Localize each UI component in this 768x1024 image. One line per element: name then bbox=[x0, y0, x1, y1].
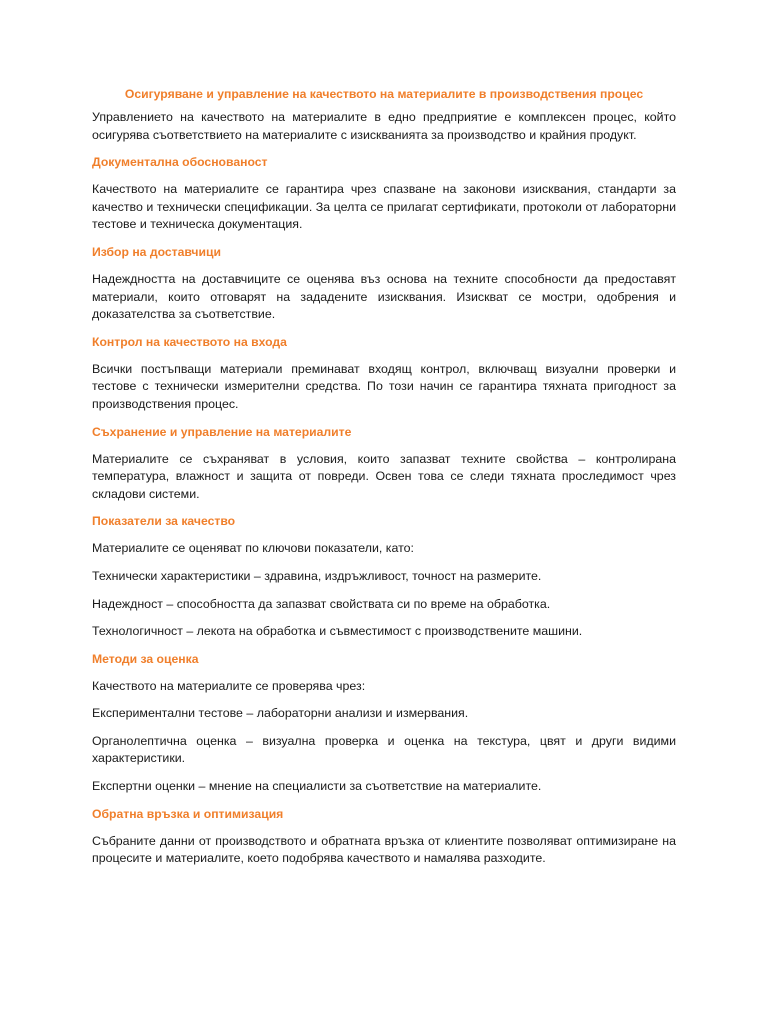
section-paragraph: Технологичност – лекота на обработка и съвместимост с производствените машини. bbox=[92, 624, 583, 639]
section-paragraph: Качеството на материалите се проверява чрез: bbox=[92, 678, 366, 693]
section-paragraph: Органолептична оценка – визуална проверка и оценка на текстура, цвят и други видими характеристики. bbox=[92, 733, 676, 766]
section-storage bbox=[92, 424, 676, 504]
section-paragraph: Надеждността на доставчиците се оценява въз основа на техните способности да предоставят материали, които отговарят на зададените изисквания. Изискват се мостри, одобрения и доказателства за съответствие. bbox=[92, 271, 676, 322]
section-incoming-control bbox=[92, 334, 676, 414]
section-paragraph: Качеството на материалите се гарантира чрез спазване на законови изисквания, стандарти за качество и технически спецификации. За целта се прилагат сертификати, протоколи от лабораторни тестове и техническа документация. bbox=[92, 182, 676, 232]
document-page bbox=[92, 86, 676, 878]
section-evaluation-methods bbox=[92, 651, 676, 796]
section-paragraph: Експертни оценки – мнение на специалисти за съответствие на материалите. bbox=[92, 779, 542, 794]
section-paragraph: Събраните данни от производството и обратната връзка от клиентите позволяват оптимизиране на процесите и материалите, което подобрява качеството и намалява разходите. bbox=[92, 833, 676, 866]
section-quality-indicators bbox=[92, 513, 676, 640]
section-heading: Методи за оценка bbox=[92, 651, 199, 666]
document-title: Осигуряване и управление на качеството на материалите в производствения процес bbox=[124, 87, 644, 101]
section-heading: Документална обоснованост bbox=[92, 155, 268, 170]
section-documentation bbox=[92, 154, 676, 234]
section-heading: Показатели за качество bbox=[92, 514, 236, 529]
section-heading: Контрол на качеството на входа bbox=[92, 334, 287, 349]
section-heading: Обратна връзка и оптимизация bbox=[92, 806, 284, 821]
intro-paragraph: Управлението на качеството на материалите в едно предприятие е комплексен процес, който осигурява съответствието на материалите с изискванията за производство и крайния продукт. bbox=[92, 110, 676, 142]
section-paragraph: Технически характеристики – здравина, издръжливост, точност на размерите. bbox=[92, 568, 542, 583]
section-feedback-optimization bbox=[92, 806, 676, 868]
section-paragraph: Експериментални тестове – лабораторни анализи и измервания. bbox=[92, 706, 469, 721]
section-paragraph: Материалите се съхраняват в условия, които запазват техните свойства – контролирана температура, влажност и защита от повреди. Освен това се следи тяхната проследимост чрез складови системи. bbox=[92, 451, 676, 501]
section-paragraph: Материалите се оценяват по ключови показатели, като: bbox=[92, 541, 414, 556]
section-suppliers bbox=[92, 244, 676, 324]
section-heading: Избор на доставчици bbox=[92, 244, 221, 259]
section-paragraph: Всички постъпващи материали преминават входящ контрол, включващ визуални проверки и тестове с технически измерителни средства. По този начин се гарантира тяхната пригодност за производствения процес. bbox=[92, 361, 676, 411]
section-heading: Съхранение и управление на материалите bbox=[92, 424, 352, 439]
section-paragraph: Надеждност – способността да запазват свойствата си по време на обработка. bbox=[92, 596, 551, 611]
